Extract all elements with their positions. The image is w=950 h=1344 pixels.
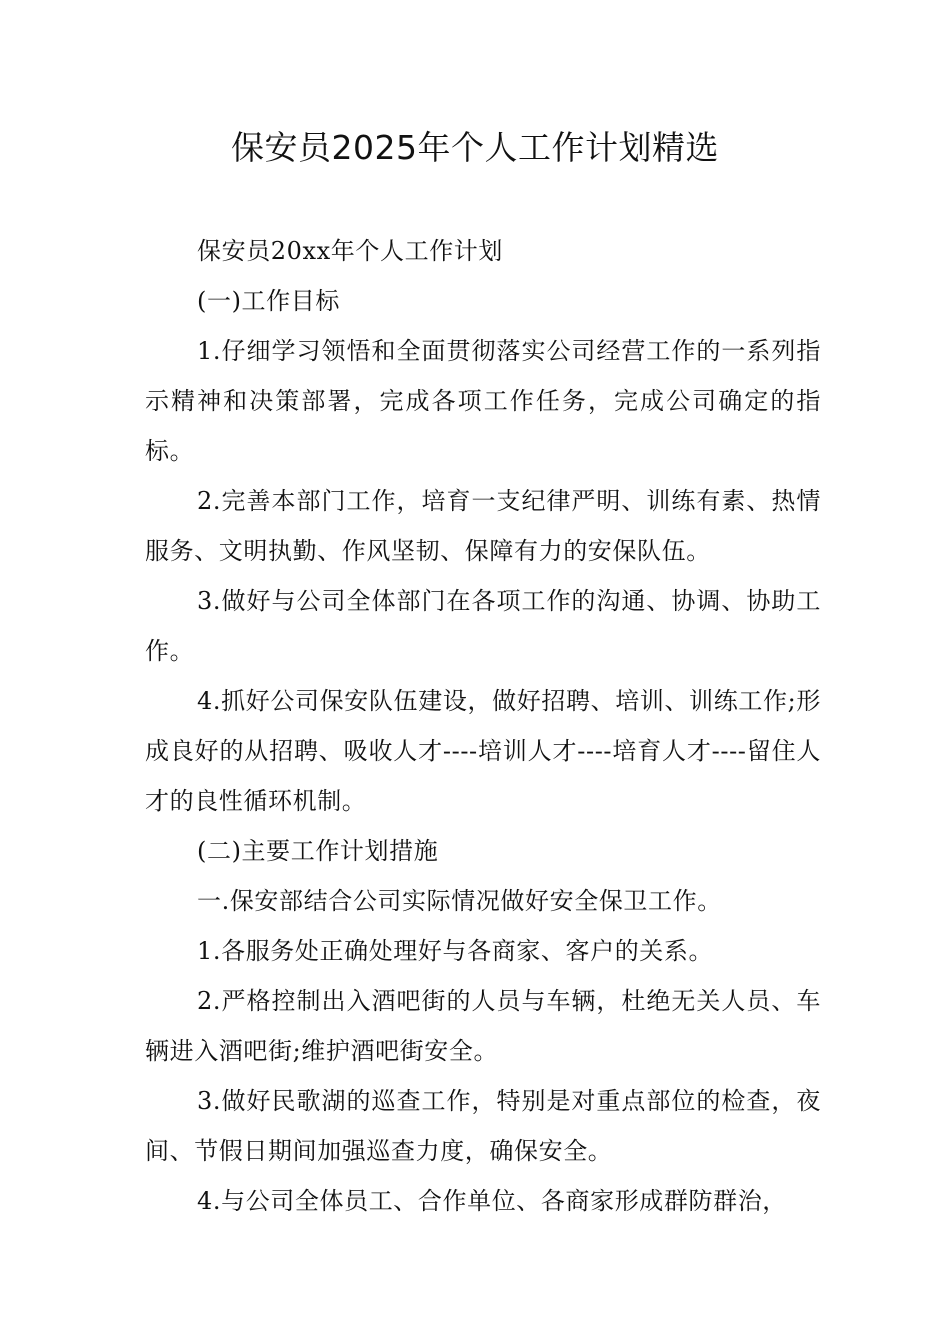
paragraph-goal-1: 1.仔细学习领悟和全面贯彻落实公司经营工作的一系列指示精神和决策部署，完成各项工作任务，完成公司确定的指标。 bbox=[145, 337, 821, 465]
paragraph-measure-heading: 一.保安部结合公司实际情况做好安全保卫工作。 bbox=[197, 887, 722, 915]
paragraph-goal-3: 3.做好与公司全体部门在各项工作的沟通、协调、协助工作。 bbox=[145, 587, 821, 665]
paragraph-measure-2: 2.严格控制出入酒吧街的人员与车辆，杜绝无关人员、车辆进入酒吧街;维护酒吧街安全。 bbox=[145, 987, 821, 1065]
paragraph-section-goals: (一)工作目标 bbox=[197, 287, 340, 315]
paragraph-measure-1: 1.各服务处正确处理好与各商家、客户的关系。 bbox=[197, 937, 714, 965]
document-title: 保安员2025年个人工作计划精选 bbox=[231, 128, 719, 167]
paragraph-measure-3: 3.做好民歌湖的巡查工作，特别是对重点部位的检查，夜间、节假日期间加强巡查力度，确保安全。 bbox=[145, 1087, 821, 1165]
paragraph-section-measures: (二)主要工作计划措施 bbox=[197, 837, 439, 865]
paragraph-measure-4: 4.与公司全体员工、合作单位、各商家形成群防群治， bbox=[197, 1187, 787, 1215]
paragraph-goal-2: 2.完善本部门工作，培育一支纪律严明、训练有素、热情服务、文明执勤、作风坚韧、保障有力的安保队伍。 bbox=[145, 487, 821, 565]
document-body bbox=[145, 226, 821, 1226]
paragraph-plan-heading: 保安员20xx年个人工作计划 bbox=[197, 237, 504, 265]
paragraph-goal-4: 4.抓好公司保安队伍建设，做好招聘、培训、训练工作;形成良好的从招聘、吸收人才----培训人才----培育人才----留住人才的良性循环机制。 bbox=[145, 687, 821, 815]
